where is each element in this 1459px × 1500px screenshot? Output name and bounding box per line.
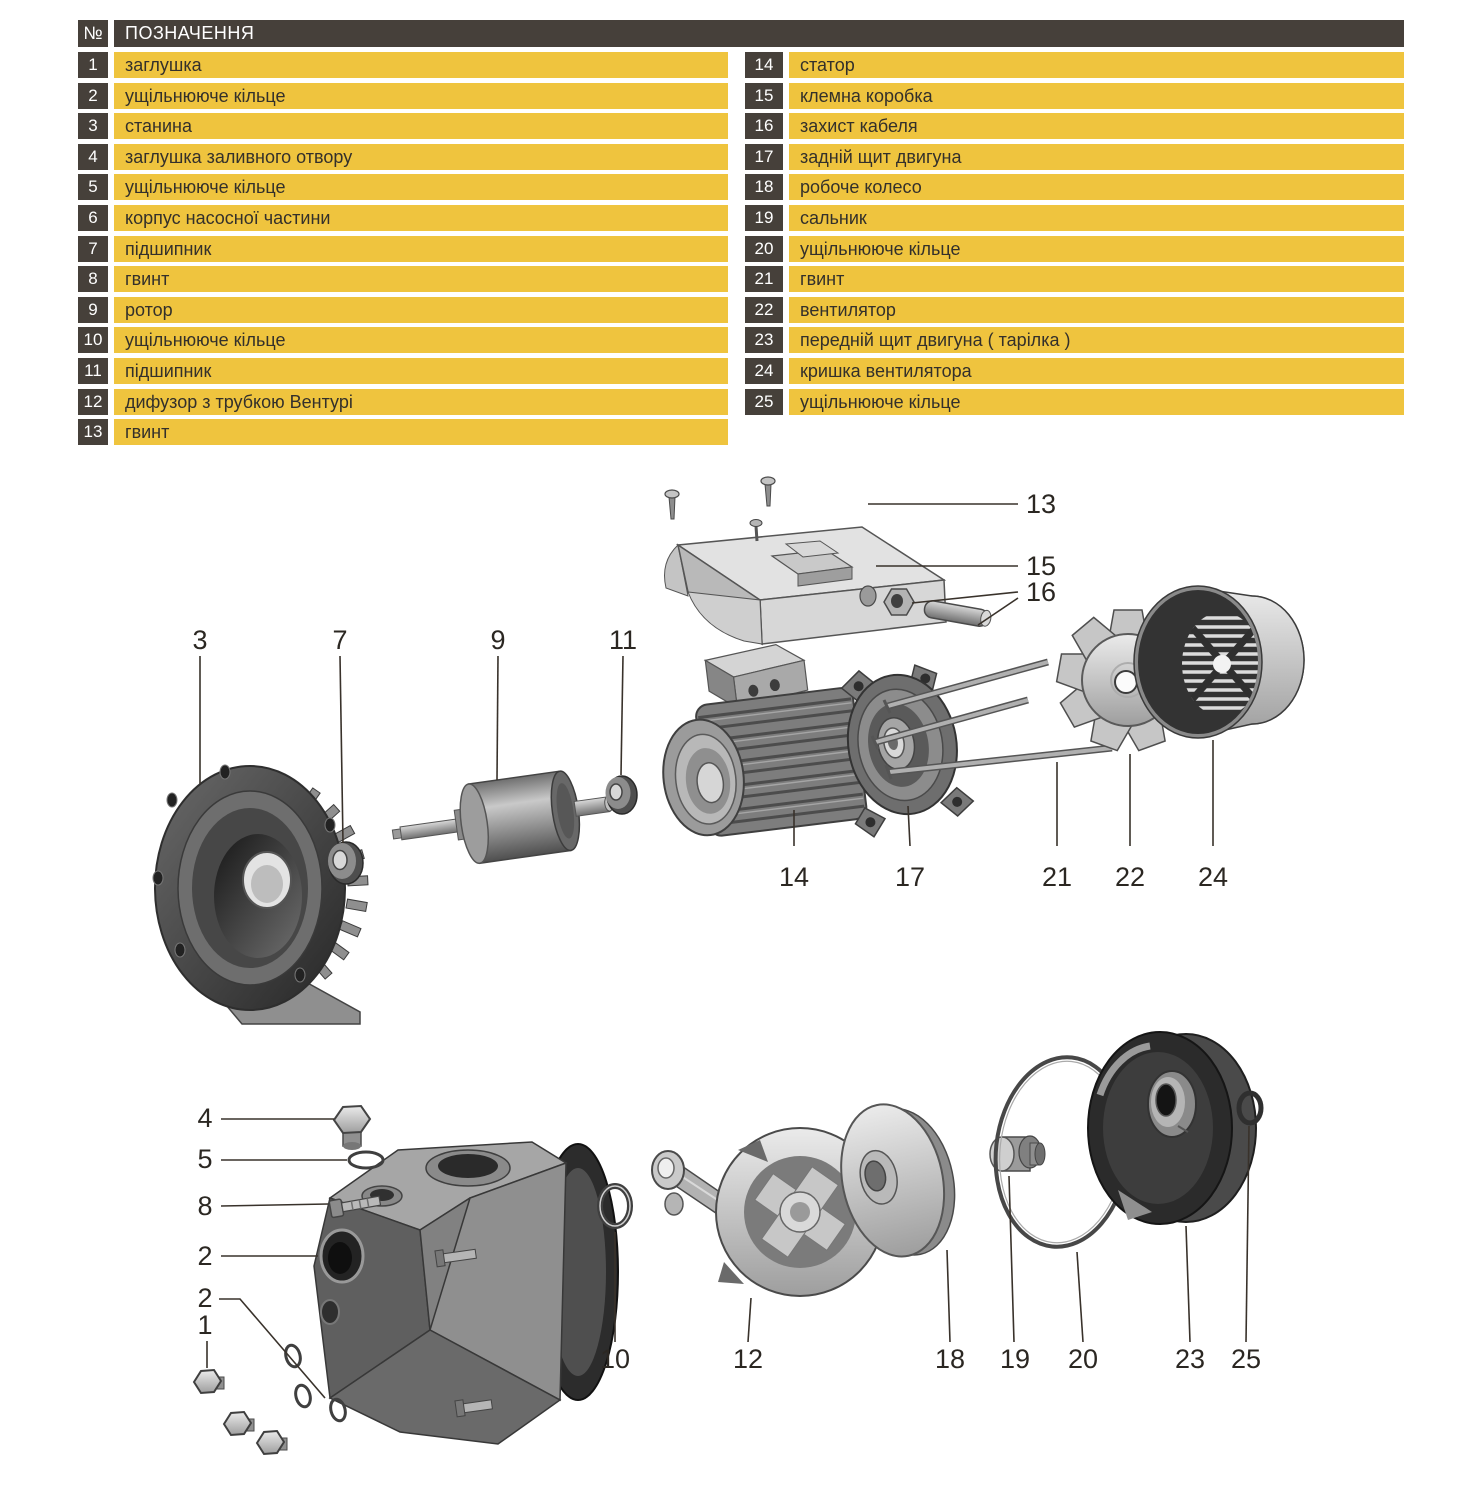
part-number-badge: 19 (745, 205, 783, 231)
table-row (78, 144, 728, 170)
callout-17: 17 (894, 862, 926, 892)
legend-column-left (78, 52, 728, 450)
part-name-label: сальник (789, 205, 1404, 231)
table-row (78, 266, 728, 292)
part-number-badge: 9 (78, 297, 108, 323)
part-name-label: дифузор з трубкою Вентурі (114, 389, 728, 415)
leader-line (497, 656, 498, 780)
table-row (745, 83, 1404, 109)
table-row (78, 52, 728, 78)
leader-line (621, 656, 623, 775)
part-pump-body (314, 1142, 618, 1444)
part-fan-cover (1134, 586, 1304, 738)
legend-header-title: ПОЗНАЧЕННЯ (114, 20, 1404, 47)
callout-14: 14 (778, 862, 810, 892)
part-name-label: передній щит двигуна ( тарілка ) (789, 327, 1404, 353)
part-name-label: ущільнююче кільце (789, 389, 1404, 415)
callout-24: 24 (1197, 862, 1229, 892)
callout-19: 19 (999, 1344, 1031, 1374)
part-name-label: клемна коробка (789, 83, 1404, 109)
table-row (78, 297, 728, 323)
part-number-badge: 24 (745, 358, 783, 384)
part-number-badge: 1 (78, 52, 108, 78)
part-number-badge: 10 (78, 327, 108, 353)
table-row (745, 327, 1404, 353)
callout-3: 3 (192, 625, 208, 655)
part-number-badge: 2 (78, 83, 108, 109)
leader-line (1186, 1226, 1190, 1342)
callout-23: 23 (1174, 1344, 1206, 1374)
table-row (745, 358, 1404, 384)
part-name-label: ущільнююче кільце (789, 236, 1404, 262)
table-row (745, 205, 1404, 231)
part-number-badge: 15 (745, 83, 783, 109)
part-name-label: статор (789, 52, 1404, 78)
callout-22: 22 (1114, 862, 1146, 892)
callout-25: 25 (1230, 1344, 1262, 1374)
part-number-badge: 18 (745, 174, 783, 200)
table-row (78, 327, 728, 353)
table-row (745, 297, 1404, 323)
callout-7: 7 (332, 625, 348, 655)
part-name-label: заглушка (114, 52, 728, 78)
part-name-label: станина (114, 113, 728, 139)
leader-line (748, 1298, 751, 1342)
part-number-badge: 13 (78, 419, 108, 445)
table-row (745, 113, 1404, 139)
part-number-badge: 4 (78, 144, 108, 170)
part-stator (649, 636, 868, 842)
table-row (745, 236, 1404, 262)
table-row (745, 174, 1404, 200)
part-name-label: кришка вентилятора (789, 358, 1404, 384)
part-name-label: гвинт (114, 266, 728, 292)
callout-12: 12 (732, 1344, 764, 1374)
part-number-badge: 7 (78, 236, 108, 262)
leader-line (340, 656, 343, 843)
table-row (78, 113, 728, 139)
part-name-label: підшипник (114, 236, 728, 262)
parts-legend-table (78, 20, 1404, 450)
exploded-diagram-svg (0, 470, 1459, 1500)
part-number-badge: 5 (78, 174, 108, 200)
callout-8: 8 (197, 1191, 213, 1221)
part-number-badge: 16 (745, 113, 783, 139)
legend-header (78, 20, 1404, 47)
callout-16: 16 (1026, 577, 1057, 607)
leader-line (947, 1250, 950, 1342)
table-row (78, 236, 728, 262)
legend-column-right (745, 52, 1404, 450)
table-row (78, 205, 728, 231)
part-name-label: гвинт (789, 266, 1404, 292)
callout-1: 1 (197, 1310, 213, 1340)
leader-line (219, 1299, 325, 1398)
part-number-badge: 21 (745, 266, 783, 292)
table-row (78, 389, 728, 415)
part-front-shield (1088, 1032, 1256, 1224)
part-name-label: ущільнююче кільце (114, 83, 728, 109)
part-number-badge: 11 (78, 358, 108, 384)
part-number-badge: 3 (78, 113, 108, 139)
part-number-badge: 6 (78, 205, 108, 231)
part-stand (153, 765, 368, 1024)
part-number-badge: 22 (745, 297, 783, 323)
legend-header-number: № (78, 20, 108, 47)
table-row (78, 174, 728, 200)
table-row (745, 144, 1404, 170)
table-row (78, 358, 728, 384)
leader-line (221, 1204, 328, 1206)
callout-15: 15 (1026, 551, 1057, 581)
part-name-label: гвинт (114, 419, 728, 445)
part-number-badge: 17 (745, 144, 783, 170)
part-name-label: вентилятор (789, 297, 1404, 323)
part-name-label: робоче колесо (789, 174, 1404, 200)
part-name-label: підшипник (114, 358, 728, 384)
table-row (78, 419, 728, 445)
callout-4: 4 (197, 1103, 213, 1133)
part-oring-5 (349, 1152, 383, 1168)
leader-line (1009, 1176, 1014, 1342)
callout-18: 18 (934, 1344, 966, 1374)
table-row (745, 52, 1404, 78)
leader-line (1077, 1252, 1083, 1342)
part-name-label: задній щит двигуна (789, 144, 1404, 170)
table-row (78, 83, 728, 109)
part-name-label: захист кабеля (789, 113, 1404, 139)
callout-5: 5 (197, 1144, 213, 1174)
callout-20: 20 (1067, 1344, 1099, 1374)
part-number-badge: 25 (745, 389, 783, 415)
part-fill-plug (334, 1106, 370, 1150)
table-row (745, 266, 1404, 292)
part-number-badge: 12 (78, 389, 108, 415)
part-name-label: заглушка заливного отвору (114, 144, 728, 170)
table-row (745, 389, 1404, 415)
callout-2a: 2 (197, 1241, 213, 1271)
part-rotor (387, 765, 618, 875)
part-bearing-front (328, 842, 363, 884)
part-terminal-box (665, 520, 947, 645)
part-plugs-1 (194, 1370, 287, 1454)
part-name-label: ущільнююче кільце (114, 174, 728, 200)
part-screws-13 (665, 477, 775, 519)
part-name-label: ущільнююче кільце (114, 327, 728, 353)
part-name-label: корпус насосної частини (114, 205, 728, 231)
part-number-badge: 14 (745, 52, 783, 78)
part-number-badge: 20 (745, 236, 783, 262)
part-number-badge: 8 (78, 266, 108, 292)
callout-13: 13 (1026, 489, 1057, 519)
callout-9: 9 (490, 625, 506, 655)
legend-columns (78, 52, 1404, 450)
part-name-label: ротор (114, 297, 728, 323)
callout-11: 11 (608, 625, 638, 655)
part-number-badge: 23 (745, 327, 783, 353)
callout-10: 10 (599, 1344, 631, 1374)
callout-2b: 2 (197, 1283, 213, 1313)
callout-21: 21 (1041, 862, 1073, 892)
